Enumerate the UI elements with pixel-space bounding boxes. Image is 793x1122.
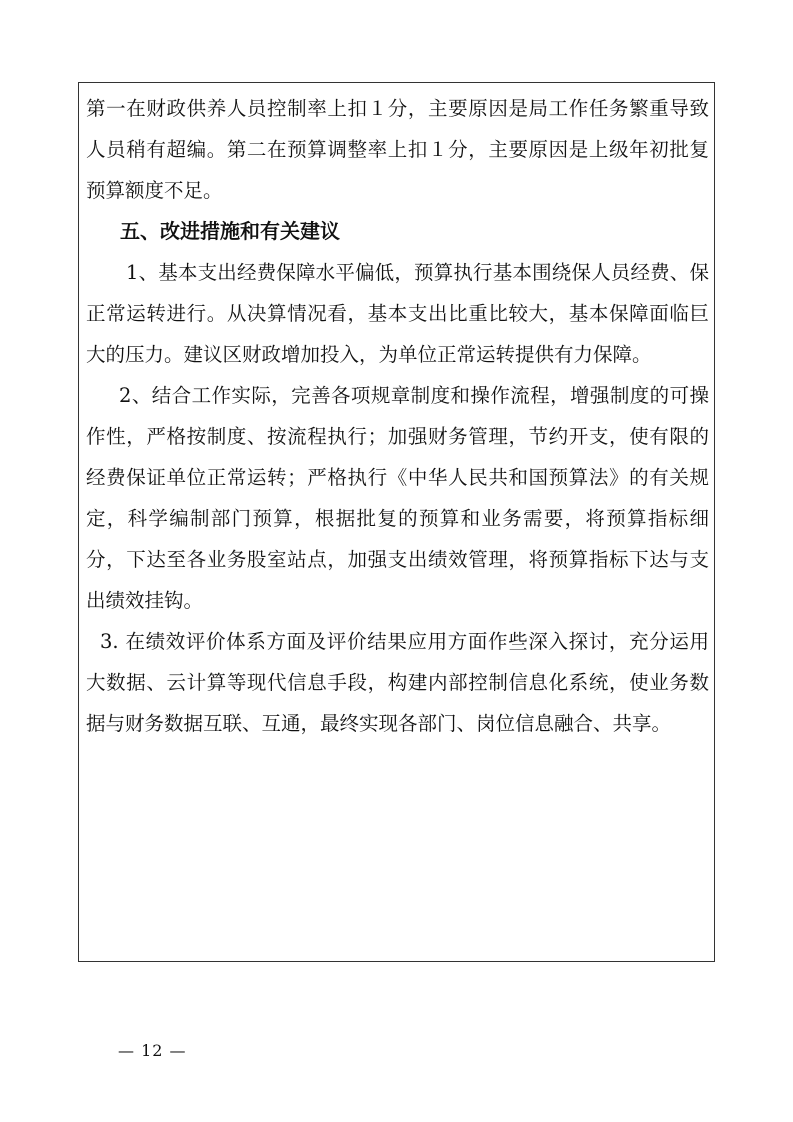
- document-body: [86, 88, 709, 744]
- section-heading: 五、改进措施和有关建议: [120, 219, 340, 243]
- recommendation-item-3: 3. 在绩效评价体系方面及评价结果应用方面作些深入探讨，充分运用大数据、云计算等现代信息手段，构建内部控制信息化系统，使业务数据与财务数据互联、互通，最终实现各部门、岗位信息融合、共享。: [86, 630, 709, 735]
- recommendation-item-2: 2、结合工作实际，完善各项规章制度和操作流程，增强制度的可操作性，严格按制度、按流程执行；加强财务管理，节约开支，使有限的经费保证单位正常运转；严格执行《中华人民共和国预算法》的有关规定，科学编制部门预算，根据批复的预算和业务需要，将预算指标细分，下达至各业务股室站点，加强支出绩效管理，将预算指标下达与支出绩效挂钩。: [86, 384, 709, 612]
- page-number: — 12 —: [118, 1041, 187, 1060]
- recommendation-item-1: 1、基本支出经费保障水平偏低，预算执行基本围绕保人员经费、保正常运转进行。从决算情况看，基本支出比重比较大，基本保障面临巨大的压力。建议区财政增加投入，为单位正常运转提供有力保障。: [86, 261, 709, 366]
- paragraph-continuation: 第一在财政供养人员控制率上扣１分，主要原因是局工作任务繁重导致人员稍有超编。第二在预算调整率上扣１分，主要原因是上级年初批复预算额度不足。: [86, 97, 709, 202]
